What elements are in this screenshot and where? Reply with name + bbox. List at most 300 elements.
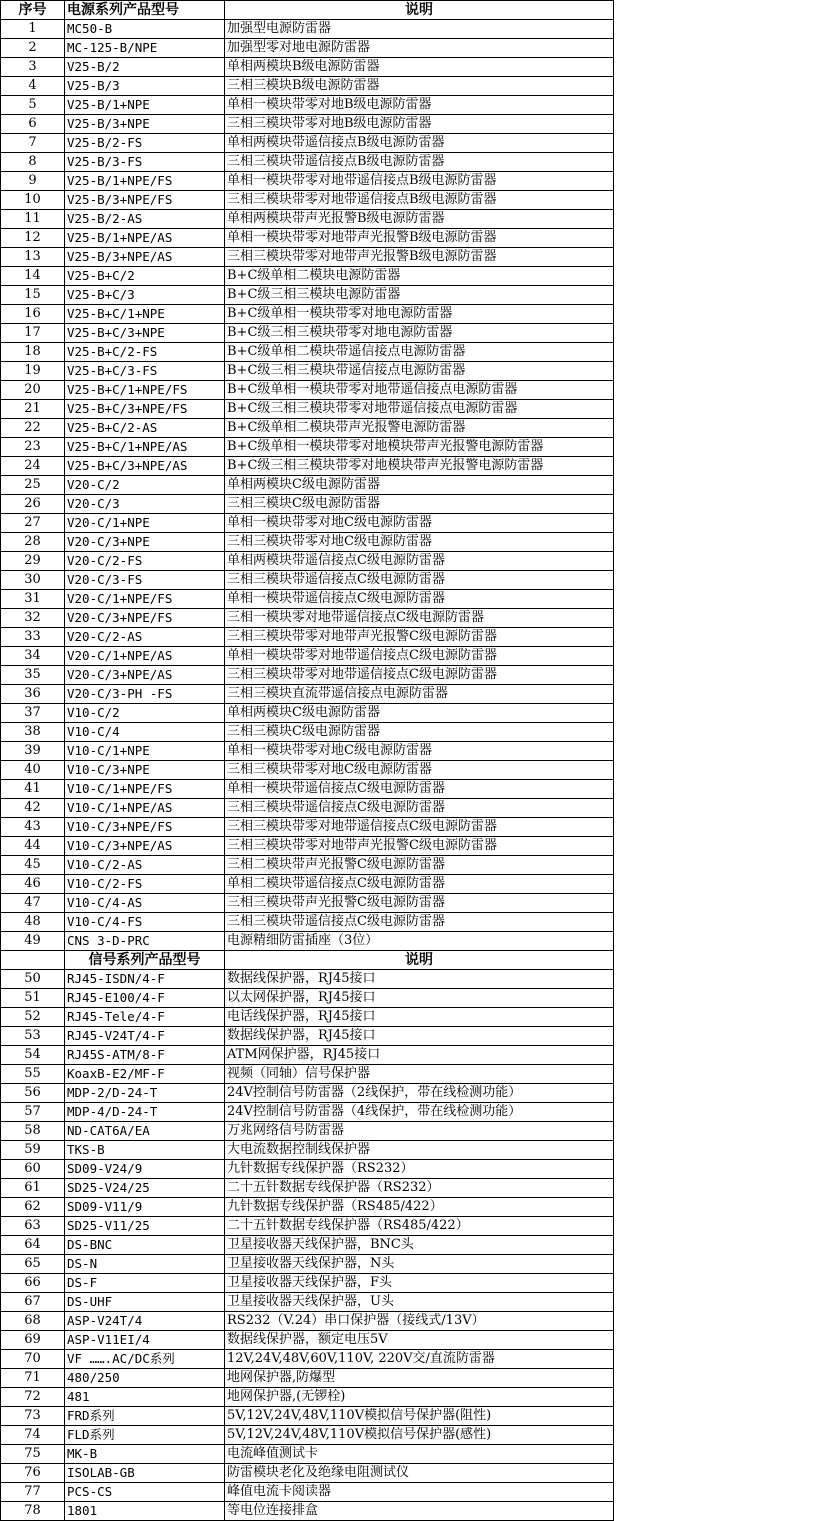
- row-number: 66: [1, 1274, 65, 1293]
- row-description: 24V控制信号防雷器（4线保护，带在线检测功能）: [225, 1103, 614, 1122]
- row-model: V10-C/3+NPE/FS: [65, 818, 225, 837]
- row-model: RJ45S-ATM/8-F: [65, 1046, 225, 1065]
- table-row: [1, 628, 614, 647]
- row-number: 3: [1, 58, 65, 77]
- row-model: V20-C/3+NPE/AS: [65, 666, 225, 685]
- row-model: ASP-V24T/4: [65, 1312, 225, 1331]
- row-number: 18: [1, 343, 65, 362]
- row-model: V25-B/3+NPE: [65, 115, 225, 134]
- table-row: [1, 1388, 614, 1407]
- table-row: [1, 362, 614, 381]
- table-row: [1, 932, 614, 951]
- row-model: CNS 3-D-PRC: [65, 932, 225, 951]
- table-row: [1, 818, 614, 837]
- table-row: [1, 913, 614, 932]
- row-model: V10-C/2-AS: [65, 856, 225, 875]
- row-model: V10-C/2: [65, 704, 225, 723]
- table-row: [1, 58, 614, 77]
- row-model: V20-C/3-PH -FS: [65, 685, 225, 704]
- row-description: 电流峰值测试卡: [225, 1445, 614, 1464]
- row-model: V10-C/3+NPE/AS: [65, 837, 225, 856]
- row-number: 33: [1, 628, 65, 647]
- table-row: [1, 780, 614, 799]
- row-model: V25-B+C/3: [65, 286, 225, 305]
- table-row: [1, 1502, 614, 1521]
- table-row: [1, 552, 614, 571]
- row-model: V25-B/3+NPE/AS: [65, 248, 225, 267]
- row-description: 单相一模块带遥信接点C级电源防雷器: [225, 780, 614, 799]
- row-model: V20-C/2-FS: [65, 552, 225, 571]
- row-model: V25-B/2: [65, 58, 225, 77]
- row-description: 数据线保护器，RJ45接口: [225, 1027, 614, 1046]
- row-description: 单相两模块带声光报警B级电源防雷器: [225, 210, 614, 229]
- row-number: 37: [1, 704, 65, 723]
- row-number: 24: [1, 457, 65, 476]
- table-row: [1, 989, 614, 1008]
- row-number: 6: [1, 115, 65, 134]
- row-description: B+C级三相三模块电源防雷器: [225, 286, 614, 305]
- row-number: 44: [1, 837, 65, 856]
- row-description: 三相三模块C级电源防雷器: [225, 723, 614, 742]
- row-description: 加强型电源防雷器: [225, 20, 614, 39]
- row-description: 5V,12V,24V,48V,110V模拟信号保护器(阻性): [225, 1407, 614, 1426]
- row-number: 74: [1, 1426, 65, 1445]
- row-description: 二十五针数据专线保护器（RS485/422）: [225, 1217, 614, 1236]
- table-row: [1, 1160, 614, 1179]
- row-number: 36: [1, 685, 65, 704]
- table-row: [1, 970, 614, 989]
- row-description: 数据线保护器，额定电压5V: [225, 1331, 614, 1350]
- row-number: 68: [1, 1312, 65, 1331]
- table-row: [1, 1255, 614, 1274]
- row-description: B+C级单相二模块带声光报警电源防雷器: [225, 419, 614, 438]
- product-table-body: [1, 1, 614, 1521]
- row-number: 12: [1, 229, 65, 248]
- row-description: 以太网保护器，RJ45接口: [225, 989, 614, 1008]
- row-number: 76: [1, 1464, 65, 1483]
- table-row: [1, 457, 614, 476]
- signal-header-model: 信号系列产品型号: [65, 951, 225, 970]
- row-description: 卫星接收器天线保护器，N头: [225, 1255, 614, 1274]
- row-number: 29: [1, 552, 65, 571]
- table-row: [1, 1027, 614, 1046]
- row-number: 60: [1, 1160, 65, 1179]
- table-row: [1, 1179, 614, 1198]
- row-description: 卫星接收器天线保护器，U头: [225, 1293, 614, 1312]
- row-model: V10-C/3+NPE: [65, 761, 225, 780]
- row-number: 56: [1, 1084, 65, 1103]
- row-model: V20-C/3: [65, 495, 225, 514]
- row-description: 三相三模块带遥信接点C级电源防雷器: [225, 913, 614, 932]
- table-row: [1, 875, 614, 894]
- table-row: [1, 210, 614, 229]
- header-desc: 说明: [225, 1, 614, 20]
- row-model: DS-F: [65, 1274, 225, 1293]
- row-model: V25-B/1+NPE: [65, 96, 225, 115]
- table-row: [1, 856, 614, 875]
- row-number: 32: [1, 609, 65, 628]
- row-description: B+C级单相一模块带零对地带遥信接点电源防雷器: [225, 381, 614, 400]
- table-row: [1, 172, 614, 191]
- row-number: 65: [1, 1255, 65, 1274]
- table-row: [1, 343, 614, 362]
- row-number: 70: [1, 1350, 65, 1369]
- row-model: V25-B/1+NPE/FS: [65, 172, 225, 191]
- table-row: [1, 704, 614, 723]
- table-row: [1, 1407, 614, 1426]
- row-number: 26: [1, 495, 65, 514]
- table-row: [1, 1084, 614, 1103]
- table-row: [1, 1445, 614, 1464]
- row-model: V25-B+C/3+NPE/AS: [65, 457, 225, 476]
- row-model: SD09-V24/9: [65, 1160, 225, 1179]
- row-description: 等电位连接排盒: [225, 1502, 614, 1521]
- row-model: V20-C/3+NPE/FS: [65, 609, 225, 628]
- table-row: [1, 495, 614, 514]
- row-number: 67: [1, 1293, 65, 1312]
- row-description: 峰值电流卡阅读器: [225, 1483, 614, 1502]
- table-row: [1, 647, 614, 666]
- row-model: KoaxB-E2/MF-F: [65, 1065, 225, 1084]
- table-row: [1, 400, 614, 419]
- signal-header-row: [1, 951, 614, 970]
- row-description: 三相三模块B级电源防雷器: [225, 77, 614, 96]
- row-description: 卫星接收器天线保护器，BNC头: [225, 1236, 614, 1255]
- row-number: 59: [1, 1141, 65, 1160]
- row-number: 2: [1, 39, 65, 58]
- row-model: V25-B+C/2-FS: [65, 343, 225, 362]
- row-number: 25: [1, 476, 65, 495]
- row-description: 加强型零对地电源防雷器: [225, 39, 614, 58]
- table-row: [1, 1046, 614, 1065]
- row-description: 地网保护器,防爆型: [225, 1369, 614, 1388]
- row-number: 55: [1, 1065, 65, 1084]
- row-description: 三相三模块C级电源防雷器: [225, 495, 614, 514]
- row-description: 三相三模块带声光报警C级电源防雷器: [225, 894, 614, 913]
- row-description: 单相两模块B级电源防雷器: [225, 58, 614, 77]
- row-model: V25-B/1+NPE/AS: [65, 229, 225, 248]
- row-description: 单相两模块带遥信接点C级电源防雷器: [225, 552, 614, 571]
- row-description: B+C级三相三模块带零对地电源防雷器: [225, 324, 614, 343]
- row-description: 单相一模块带零对地C级电源防雷器: [225, 742, 614, 761]
- row-description: 12V,24V,48V,60V,110V, 220V交/直流防雷器: [225, 1350, 614, 1369]
- row-number: 21: [1, 400, 65, 419]
- row-number: 77: [1, 1483, 65, 1502]
- row-description: B+C级单相二模块带遥信接点电源防雷器: [225, 343, 614, 362]
- table-row: [1, 1483, 614, 1502]
- table-row: [1, 761, 614, 780]
- row-model: V25-B+C/3+NPE: [65, 324, 225, 343]
- row-number: 39: [1, 742, 65, 761]
- row-description: 单相两模块带遥信接点B级电源防雷器: [225, 134, 614, 153]
- row-model: DS-N: [65, 1255, 225, 1274]
- row-description: 三相三模块带遥信接点C级电源防雷器: [225, 571, 614, 590]
- row-model: SD25-V24/25: [65, 1179, 225, 1198]
- row-description: 单相两模块C级电源防雷器: [225, 704, 614, 723]
- row-model: MDP-4/D-24-T: [65, 1103, 225, 1122]
- row-model: V20-C/3-FS: [65, 571, 225, 590]
- table-row: [1, 419, 614, 438]
- row-model: RJ45-Tele/4-F: [65, 1008, 225, 1027]
- table-row: [1, 533, 614, 552]
- row-number: 46: [1, 875, 65, 894]
- row-model: V10-C/1+NPE/AS: [65, 799, 225, 818]
- row-model: FRD系列: [65, 1407, 225, 1426]
- table-row: [1, 153, 614, 172]
- row-number: 57: [1, 1103, 65, 1122]
- row-number: 64: [1, 1236, 65, 1255]
- row-description: 三相三模块带零对地带声光报警C级电源防雷器: [225, 837, 614, 856]
- row-number: 41: [1, 780, 65, 799]
- table-row: [1, 305, 614, 324]
- table-row: [1, 1369, 614, 1388]
- table-row: [1, 723, 614, 742]
- row-description: 防雷模块老化及绝缘电阻测试仪: [225, 1464, 614, 1483]
- table-row: [1, 1141, 614, 1160]
- row-model: MC-125-B/NPE: [65, 39, 225, 58]
- row-description: 三相三模块带零对地C级电源防雷器: [225, 533, 614, 552]
- table-row: [1, 39, 614, 58]
- row-description: 单相一模块带零对地带遥信接点B级电源防雷器: [225, 172, 614, 191]
- row-number: 73: [1, 1407, 65, 1426]
- row-description: B+C级单相一模块带零对地模块带声光报警电源防雷器: [225, 438, 614, 457]
- row-description: RS232（V.24）串口保护器（接线式/13V）: [225, 1312, 614, 1331]
- row-description: B+C级三相三模块带零对地带遥信接点电源防雷器: [225, 400, 614, 419]
- row-description: 单相一模块带零对地带遥信接点C级电源防雷器: [225, 647, 614, 666]
- row-number: 54: [1, 1046, 65, 1065]
- row-model: V20-C/1+NPE/FS: [65, 590, 225, 609]
- row-number: 69: [1, 1331, 65, 1350]
- row-model: V20-C/1+NPE: [65, 514, 225, 533]
- row-description: B+C级单相二模块电源防雷器: [225, 267, 614, 286]
- row-description: 万兆网络信号防雷器: [225, 1122, 614, 1141]
- row-number: 5: [1, 96, 65, 115]
- row-number: 14: [1, 267, 65, 286]
- row-number: 51: [1, 989, 65, 1008]
- table-row: [1, 20, 614, 39]
- row-model: V25-B+C/1+NPE: [65, 305, 225, 324]
- row-description: 电源精细防雷插座（3位）: [225, 932, 614, 951]
- row-number: 11: [1, 210, 65, 229]
- row-number: 10: [1, 191, 65, 210]
- row-number: 1: [1, 20, 65, 39]
- row-number: 62: [1, 1198, 65, 1217]
- table-row: [1, 115, 614, 134]
- row-model: RJ45-ISDN/4-F: [65, 970, 225, 989]
- row-model: MDP-2/D-24-T: [65, 1084, 225, 1103]
- table-row: [1, 1293, 614, 1312]
- row-description: 卫星接收器天线保护器，F头: [225, 1274, 614, 1293]
- row-model: DS-BNC: [65, 1236, 225, 1255]
- row-description: 三相三模块带零对地带遥信接点C级电源防雷器: [225, 818, 614, 837]
- row-model: SD25-V11/25: [65, 1217, 225, 1236]
- row-number: 31: [1, 590, 65, 609]
- row-model: 481: [65, 1388, 225, 1407]
- row-number: 78: [1, 1502, 65, 1521]
- row-model: VF …….AC/DC系列: [65, 1350, 225, 1369]
- row-number: 40: [1, 761, 65, 780]
- row-description: 24V控制信号防雷器（2线保护，带在线检测功能）: [225, 1084, 614, 1103]
- table-row: [1, 666, 614, 685]
- row-description: B+C级三相三模块带零对地模块带声光报警电源防雷器: [225, 457, 614, 476]
- header-no: 序号: [1, 1, 65, 20]
- row-description: 三相三模块带遥信接点C级电源防雷器: [225, 799, 614, 818]
- table-row: [1, 476, 614, 495]
- row-number: 61: [1, 1179, 65, 1198]
- row-number: 72: [1, 1388, 65, 1407]
- row-number: 15: [1, 286, 65, 305]
- row-model: FLD系列: [65, 1426, 225, 1445]
- row-description: 三相三模块带零对地带声光报警B级电源防雷器: [225, 248, 614, 267]
- row-model: SD09-V11/9: [65, 1198, 225, 1217]
- row-number: 28: [1, 533, 65, 552]
- row-model: V10-C/2-FS: [65, 875, 225, 894]
- table-row: [1, 134, 614, 153]
- row-model: 1801: [65, 1502, 225, 1521]
- table-row: [1, 799, 614, 818]
- table-row: [1, 1103, 614, 1122]
- row-number: 50: [1, 970, 65, 989]
- row-number: 30: [1, 571, 65, 590]
- row-model: V25-B/3-FS: [65, 153, 225, 172]
- row-description: 单相二模块带遥信接点C级电源防雷器: [225, 875, 614, 894]
- table-row: [1, 438, 614, 457]
- table-row: [1, 1065, 614, 1084]
- row-number: 9: [1, 172, 65, 191]
- row-description: 单相一模块带零对地C级电源防雷器: [225, 514, 614, 533]
- row-number: 45: [1, 856, 65, 875]
- table-row: [1, 324, 614, 343]
- row-description: 单相一模块带零对地B级电源防雷器: [225, 96, 614, 115]
- row-description: 地网保护器,(无锣栓): [225, 1388, 614, 1407]
- table-row: [1, 894, 614, 913]
- table-row: [1, 1350, 614, 1369]
- row-number: 4: [1, 77, 65, 96]
- table-row: [1, 191, 614, 210]
- row-model: ISOLAB-GB: [65, 1464, 225, 1483]
- row-model: V25-B+C/2-AS: [65, 419, 225, 438]
- row-description: 三相三模块带零对地带遥信接点B级电源防雷器: [225, 191, 614, 210]
- row-model: V20-C/1+NPE/AS: [65, 647, 225, 666]
- row-description: 九针数据专线保护器（RS485/422）: [225, 1198, 614, 1217]
- row-number: 38: [1, 723, 65, 742]
- table-row: [1, 514, 614, 533]
- row-description: 大电流数据控制线保护器: [225, 1141, 614, 1160]
- table-row: [1, 1198, 614, 1217]
- table-row: [1, 229, 614, 248]
- row-description: 三相三模块带零对地B级电源防雷器: [225, 115, 614, 134]
- row-description: 单相一模块带遥信接点C级电源防雷器: [225, 590, 614, 609]
- table-row: [1, 742, 614, 761]
- row-model: V10-C/1+NPE: [65, 742, 225, 761]
- row-number: 8: [1, 153, 65, 172]
- row-description: 三相二模块带声光报警C级电源防雷器: [225, 856, 614, 875]
- row-model: V25-B/3: [65, 77, 225, 96]
- table-row: [1, 267, 614, 286]
- row-model: V25-B/2-FS: [65, 134, 225, 153]
- row-description: B+C级单相一模块带零对地电源防雷器: [225, 305, 614, 324]
- table-row: [1, 609, 614, 628]
- table-row: [1, 1008, 614, 1027]
- table-row: [1, 1331, 614, 1350]
- table-row: [1, 1122, 614, 1141]
- row-description: 九针数据专线保护器（RS232）: [225, 1160, 614, 1179]
- row-number: 47: [1, 894, 65, 913]
- table-header-row: [1, 1, 614, 20]
- table-row: [1, 1426, 614, 1445]
- row-number: 52: [1, 1008, 65, 1027]
- row-description: 单相一模块带零对地带声光报警B级电源防雷器: [225, 229, 614, 248]
- row-description: 三相三模块带零对地C级电源防雷器: [225, 761, 614, 780]
- row-description: 电话线保护器，RJ45接口: [225, 1008, 614, 1027]
- table-row: [1, 1464, 614, 1483]
- signal-header-no: [1, 951, 65, 970]
- row-number: 17: [1, 324, 65, 343]
- row-model: 480/250: [65, 1369, 225, 1388]
- row-number: 7: [1, 134, 65, 153]
- row-description: 三相三模块带零对地带声光报警C级电源防雷器: [225, 628, 614, 647]
- row-number: 63: [1, 1217, 65, 1236]
- row-model: V25-B+C/1+NPE/AS: [65, 438, 225, 457]
- table-row: [1, 1217, 614, 1236]
- row-model: V25-B+C/2: [65, 267, 225, 286]
- row-model: V10-C/1+NPE/FS: [65, 780, 225, 799]
- row-number: 27: [1, 514, 65, 533]
- table-row: [1, 77, 614, 96]
- row-model: MC50-B: [65, 20, 225, 39]
- row-description: B+C级三相三模块带遥信接点电源防雷器: [225, 362, 614, 381]
- table-row: [1, 590, 614, 609]
- row-number: 71: [1, 1369, 65, 1388]
- row-description: 三相一模块零对地带遥信接点C级电源防雷器: [225, 609, 614, 628]
- row-model: V25-B/3+NPE/FS: [65, 191, 225, 210]
- table-row: [1, 1312, 614, 1331]
- row-model: V10-C/4-FS: [65, 913, 225, 932]
- row-description: 5V,12V,24V,48V,110V模拟信号保护器(感性): [225, 1426, 614, 1445]
- table-row: [1, 571, 614, 590]
- table-row: [1, 381, 614, 400]
- row-model: RJ45-V24T/4-F: [65, 1027, 225, 1046]
- row-model: V20-C/2-AS: [65, 628, 225, 647]
- row-number: 22: [1, 419, 65, 438]
- row-model: V25-B+C/1+NPE/FS: [65, 381, 225, 400]
- row-model: V10-C/4-AS: [65, 894, 225, 913]
- row-number: 19: [1, 362, 65, 381]
- row-description: 三相三模块带零对地带遥信接点C级电源防雷器: [225, 666, 614, 685]
- row-model: ASP-V11EI/4: [65, 1331, 225, 1350]
- row-number: 13: [1, 248, 65, 267]
- row-model: PCS-CS: [65, 1483, 225, 1502]
- table-row: [1, 286, 614, 305]
- row-model: RJ45-E100/4-F: [65, 989, 225, 1008]
- row-model: DS-UHF: [65, 1293, 225, 1312]
- row-number: 58: [1, 1122, 65, 1141]
- row-model: V25-B/2-AS: [65, 210, 225, 229]
- row-number: 34: [1, 647, 65, 666]
- row-number: 20: [1, 381, 65, 400]
- row-model: V25-B+C/3-FS: [65, 362, 225, 381]
- row-number: 42: [1, 799, 65, 818]
- table-row: [1, 1236, 614, 1255]
- row-description: ATM网保护器，RJ45接口: [225, 1046, 614, 1065]
- row-model: V20-C/3+NPE: [65, 533, 225, 552]
- row-model: ND-CAT6A/EA: [65, 1122, 225, 1141]
- row-description: 二十五针数据专线保护器（RS232）: [225, 1179, 614, 1198]
- row-description: 数据线保护器，RJ45接口: [225, 970, 614, 989]
- table-row: [1, 837, 614, 856]
- row-number: 53: [1, 1027, 65, 1046]
- table-row: [1, 248, 614, 267]
